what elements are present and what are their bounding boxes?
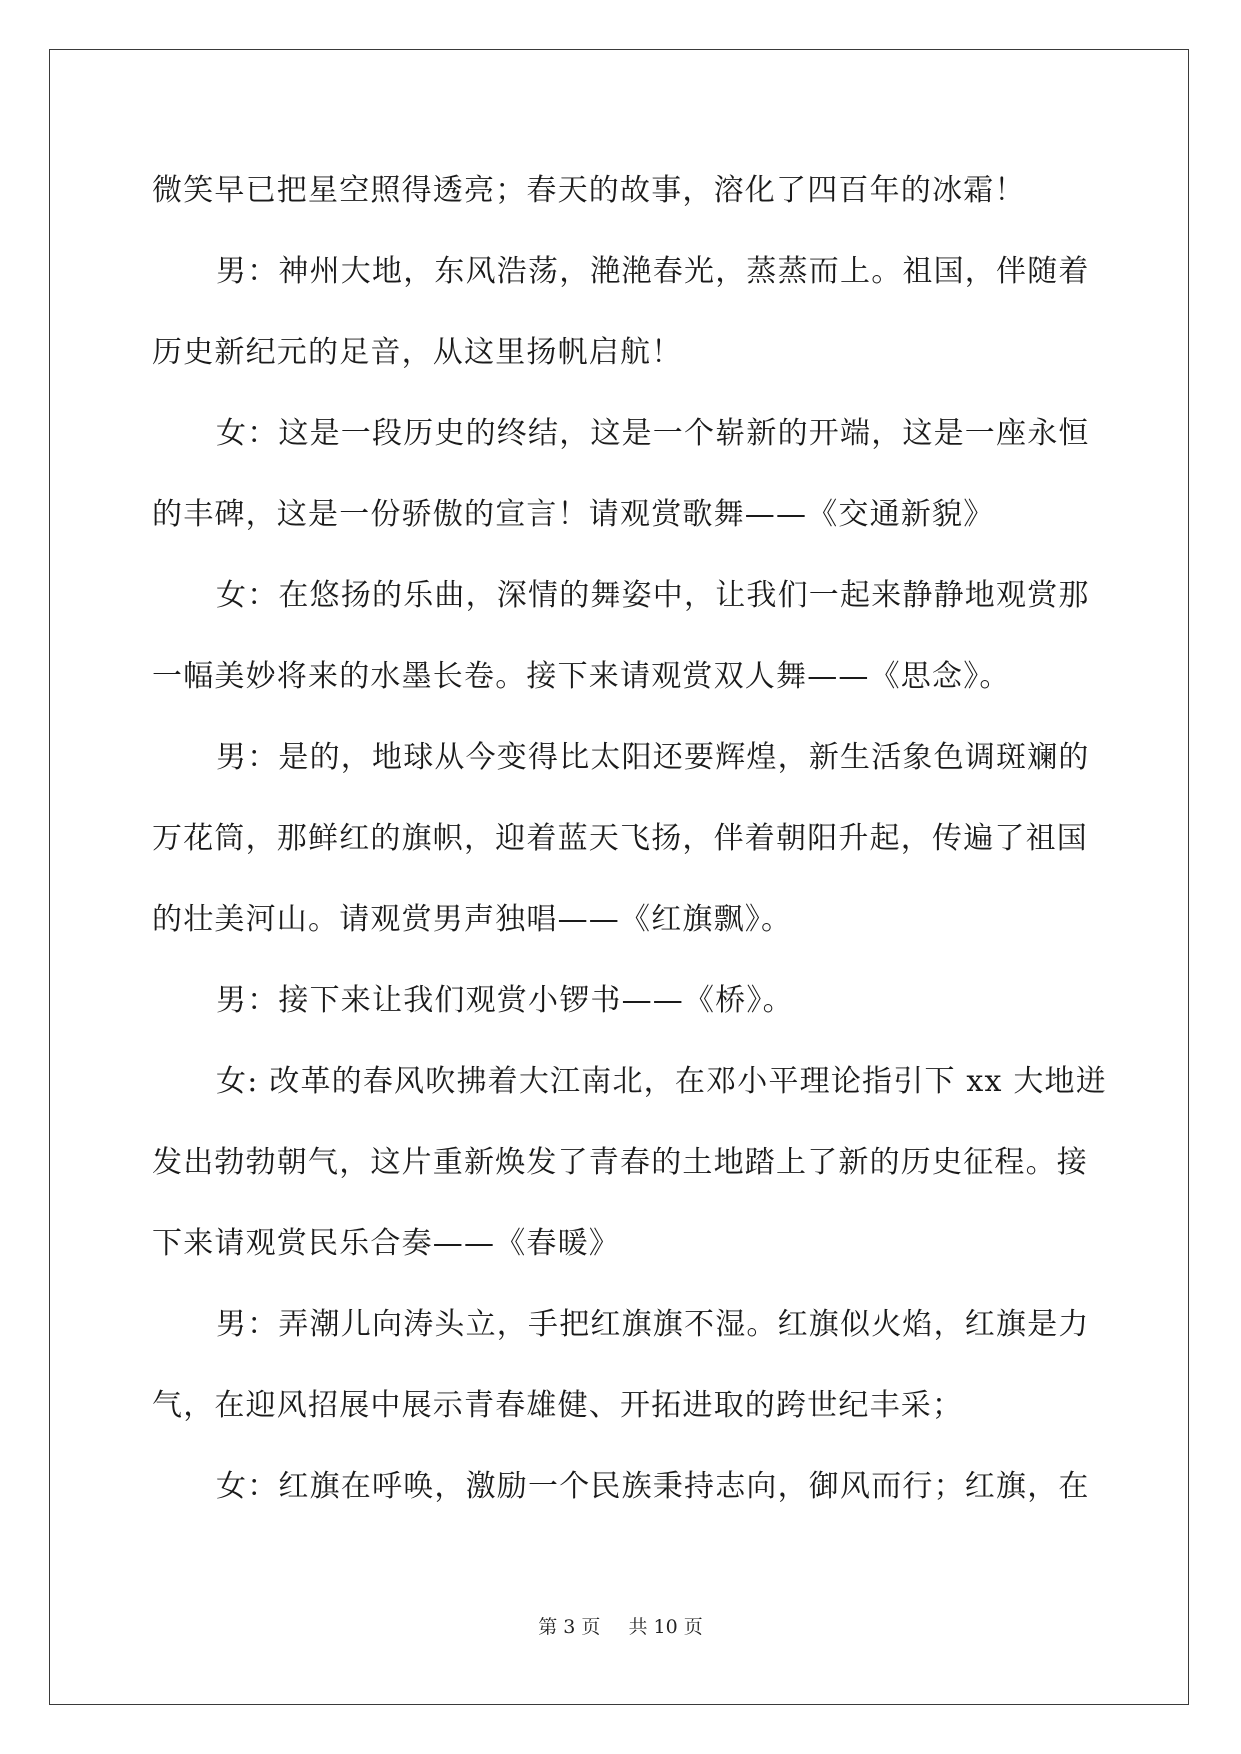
text-line: 发出勃勃朝气，这片重新焕发了青春的土地踏上了新的历史征程。接 bbox=[152, 1145, 1088, 1180]
page-footer bbox=[0, 1612, 1241, 1639]
text-line: 女：这是一段历史的终结，这是一个崭新的开端，这是一座永恒 bbox=[216, 416, 1090, 451]
page-total: 共 10 页 bbox=[628, 1616, 703, 1638]
text-line: 女：红旗在呼唤，激励一个民族秉持志向，御风而行；红旗，在 bbox=[216, 1469, 1090, 1504]
text-line: 气，在迎风招展中展示青春雄健、开拓进取的跨世纪丰采； bbox=[152, 1388, 964, 1423]
text-line: 男：弄潮儿向涛头立，手把红旗旗不湿。红旗似火焰，红旗是力 bbox=[216, 1307, 1090, 1342]
document-body bbox=[152, 159, 1107, 1536]
text-line: 男：接下来让我们观赏小锣书——《桥》。 bbox=[216, 983, 794, 1018]
page-number: 第 3 页 bbox=[538, 1616, 601, 1638]
text-line: 下来请观赏民乐合奏——《春暖》 bbox=[152, 1226, 620, 1261]
text-line: 女：在悠扬的乐曲，深情的舞姿中，让我们一起来静静地观赏那 bbox=[216, 578, 1090, 613]
text-line: 一幅美妙将来的水墨长卷。接下来请观赏双人舞——《思念》。 bbox=[152, 659, 1011, 694]
text-line: 男：神州大地，东风浩荡，滟滟春光，蒸蒸而上。祖国，伴随着 bbox=[216, 254, 1090, 289]
text-line: 历史新纪元的足音，从这里扬帆启航！ bbox=[152, 335, 683, 370]
text-line: 微笑早已把星空照得透亮；春天的故事，溶化了四百年的冰霜！ bbox=[152, 173, 1026, 208]
text-line: 的丰碑，这是一份骄傲的宣言！请观赏歌舞——《交通新貌》 bbox=[152, 497, 995, 532]
text-line: 女: 改革的春风吹拂着大江南北，在邓小平理论指引下 xx 大地迸 bbox=[216, 1064, 1107, 1099]
text-line: 万花筒，那鲜红的旗帜，迎着蓝天飞扬，伴着朝阳升起，传遍了祖国 bbox=[152, 821, 1088, 856]
text-line: 男：是的，地球从今变得比太阳还要辉煌，新生活象色调斑斓的 bbox=[216, 740, 1090, 775]
text-line: 的壮美河山。请观赏男声独唱——《红旗飘》。 bbox=[152, 902, 793, 937]
